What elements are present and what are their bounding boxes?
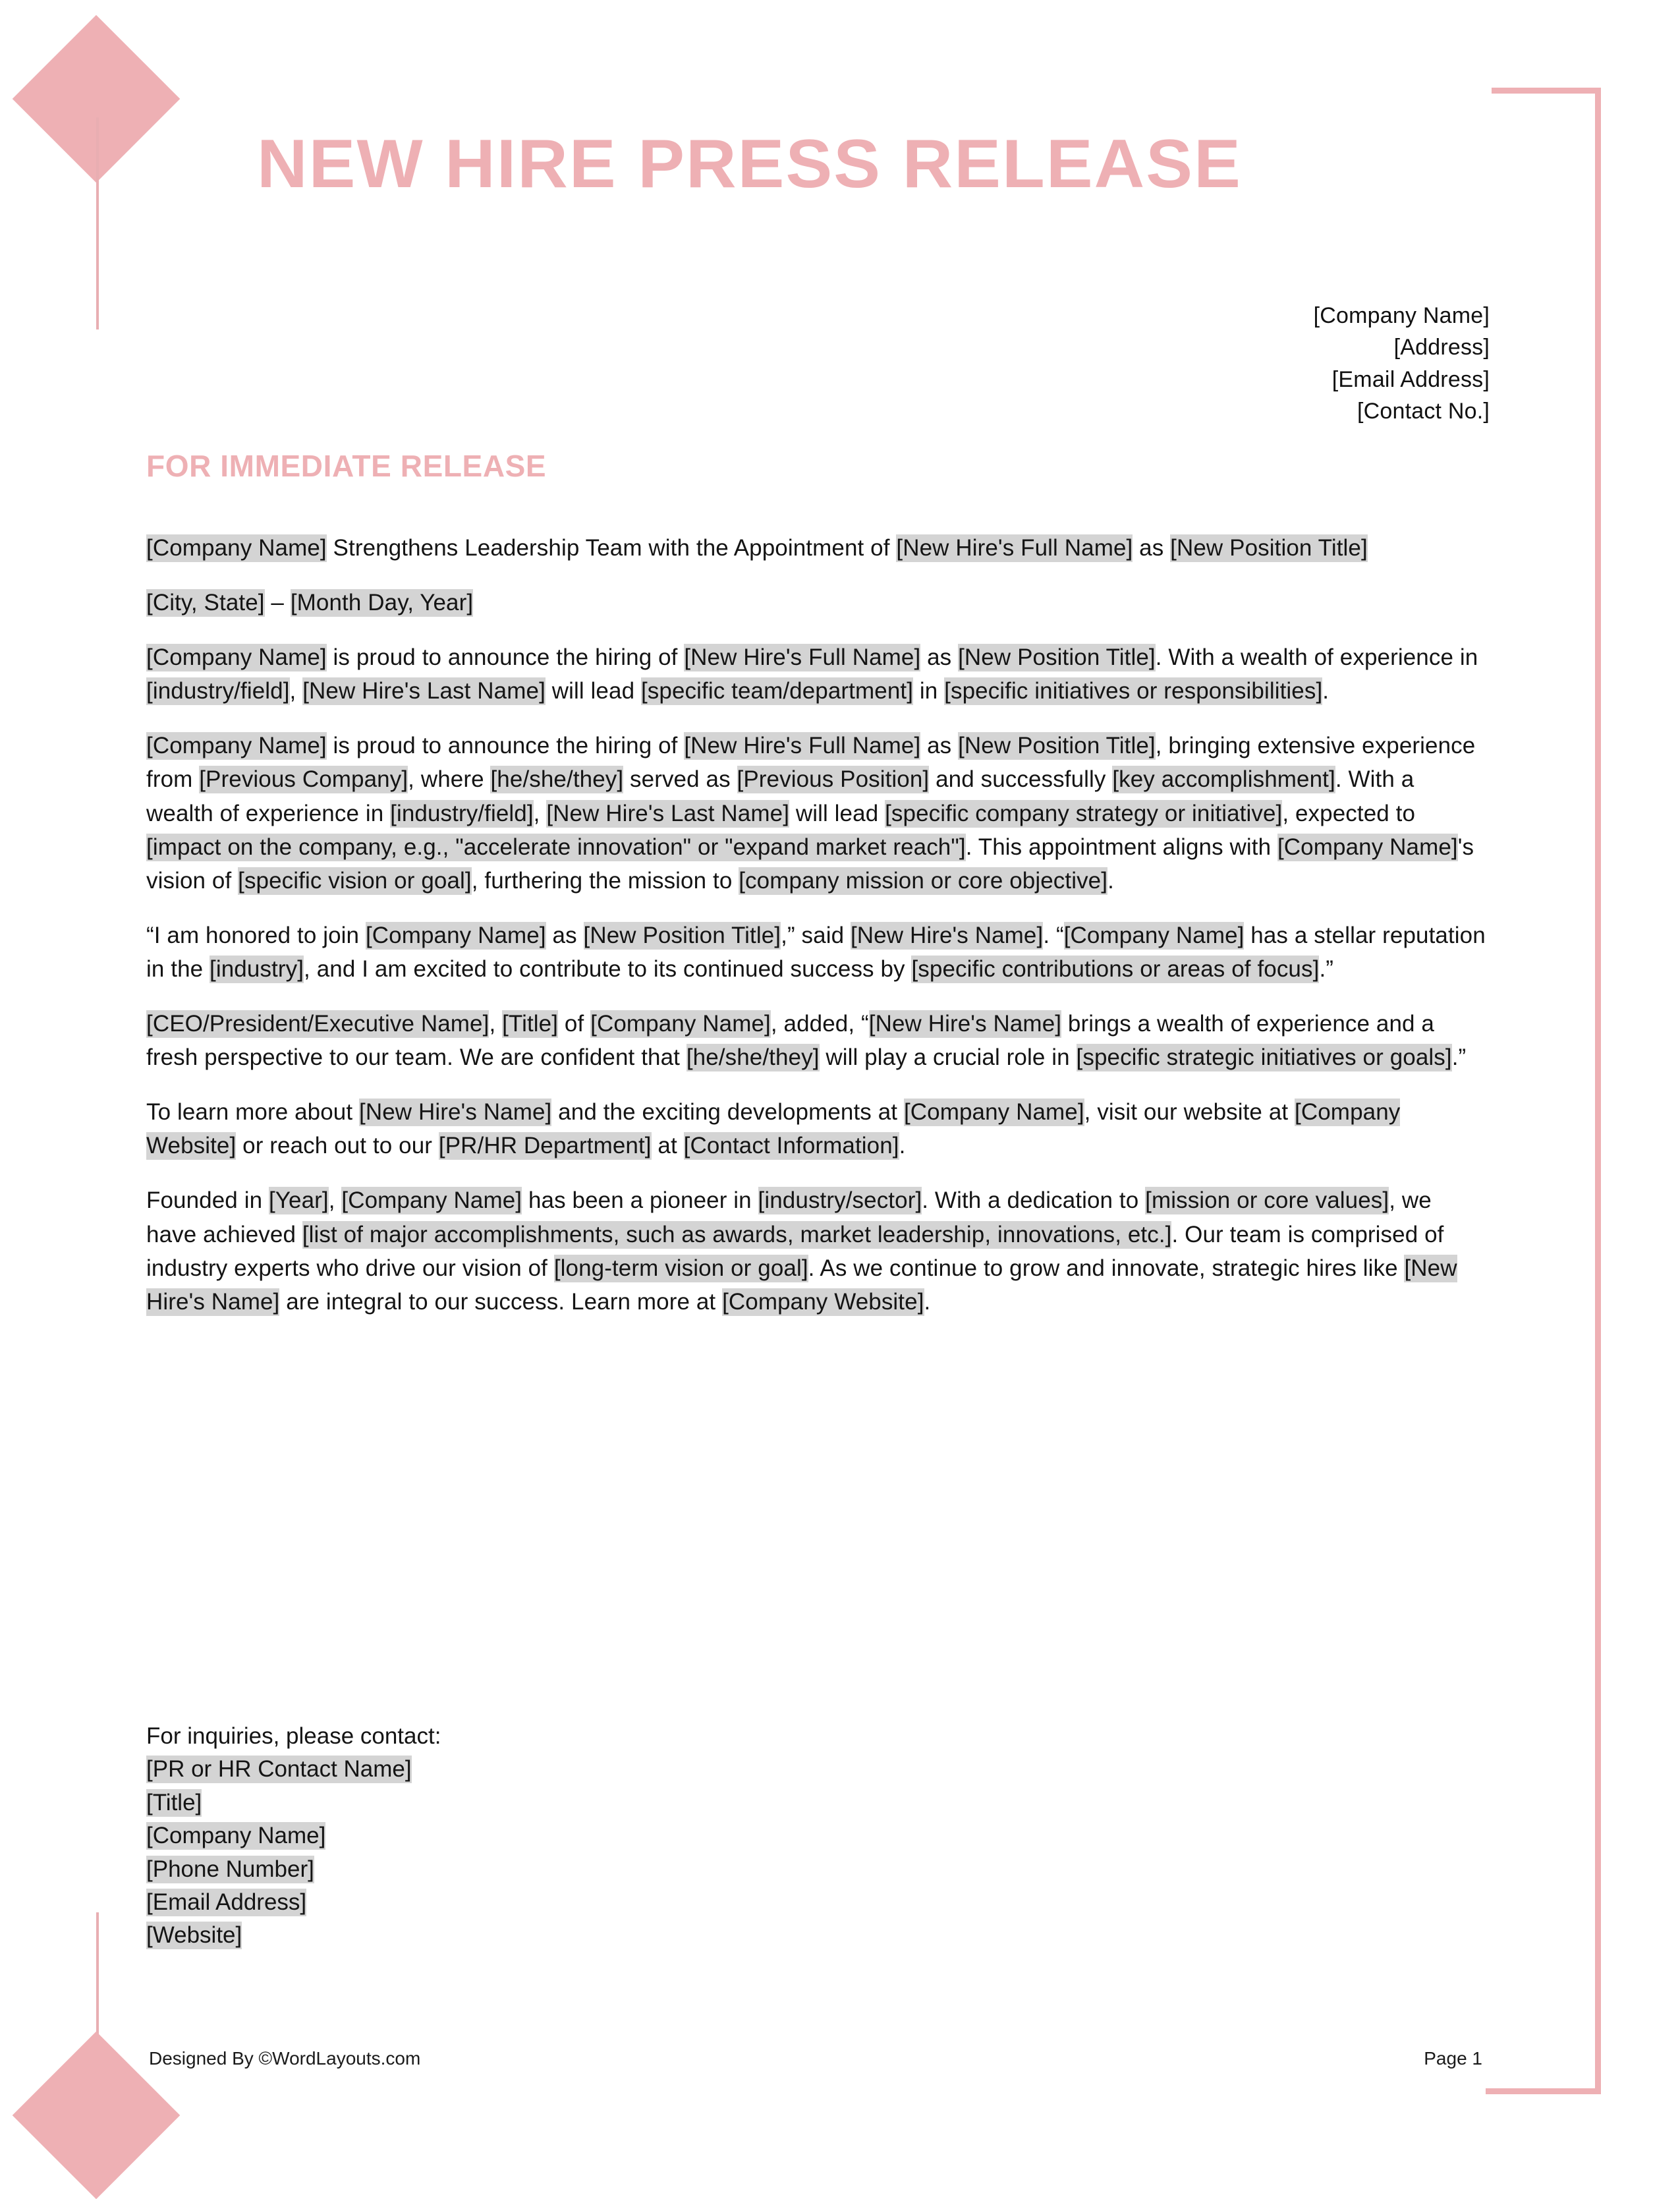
static-text: at [651,1133,684,1159]
static-text: . With a wealth of experience in [146,766,1414,826]
headline-paragraph [146,531,1486,565]
placeholder-field: [New Position Title] [1170,535,1368,561]
static-text: , [289,678,303,704]
static-text: has a stellar reputation in the [146,922,1486,982]
static-text: as [920,644,959,671]
static-text: are integral to our success. Learn more at [279,1288,723,1315]
static-text: Founded in [146,1187,269,1214]
for-immediate-release-heading: FOR IMMEDIATE RELEASE [146,449,547,483]
static-text: will play a crucial role in [819,1044,1077,1071]
placeholder-field: [industry/field] [390,800,534,826]
placeholder-field: [New Hire's Last Name] [302,678,546,704]
placeholder-field: [New Hire's Name] [359,1099,552,1126]
contact-value: [Phone Number] [146,1856,314,1882]
placeholder-field: [impact on the company, e.g., "accelerate innovation" or "expand market reach"] [146,834,966,860]
contact-line [146,1786,441,1819]
placeholder-field: [Company Name] [1277,834,1458,860]
static-text: is proud to announce the hiring of [326,644,685,671]
static-text: ,” said [781,922,851,948]
placeholder-field: [New Hire's Last Name] [546,800,790,826]
static-text: has been a pioneer in [522,1187,758,1214]
static-text: and successfully [929,766,1113,793]
placeholder-field: [Company Name] [341,1187,522,1214]
static-text: will lead [545,678,641,704]
placeholder-field: [industry/sector] [758,1187,922,1214]
static-text: served as [623,766,737,793]
contact-value: [Website] [146,1922,242,1949]
page-title: NEW HIRE PRESS RELEASE [257,126,1242,202]
new-hire-quote-paragraph [146,919,1486,986]
placeholder-field: [specific team/department] [640,678,914,704]
placeholder-field: [key accomplishment] [1112,766,1335,793]
static-text: , where [408,766,491,793]
placeholder-field: [New Hire's Full Name] [684,733,921,759]
placeholder-field: [he/she/they] [490,766,624,793]
static-text: . [1107,867,1114,894]
company-address-line: [Email Address] [1331,366,1490,392]
placeholder-field: [New Position Title] [958,644,1156,671]
placeholder-field: [long-term vision or goal] [553,1255,808,1281]
static-text: , expected to [1282,800,1416,826]
placeholder-field: [Company Name] [146,535,327,561]
static-text: as [920,733,959,759]
placeholder-field: [Previous Position] [737,766,930,793]
static-text: . As we continue to grow and innovate, strategic hires like [808,1255,1405,1281]
placeholder-field: [specific strategic initiatives or goals] [1076,1044,1452,1071]
placeholder-field: [Company Name] [146,644,327,671]
placeholder-field: [New Hire's Name] [868,1011,1062,1037]
company-address-line: [Company Name] [1313,303,1490,328]
footer-credit: Designed By ©WordLayouts.com [149,2048,421,2069]
placeholder-field: [Month Day, Year] [290,590,474,616]
placeholder-field: [industry/field] [146,678,290,704]
static-text: . “ [1043,922,1064,948]
static-text: .” [1451,1044,1467,1071]
static-text: in [913,678,945,704]
placeholder-field: [specific company strategy or initiative] [885,800,1283,826]
executive-quote-paragraph [146,1007,1486,1074]
inquiries-contact-block [146,1720,441,1953]
document-body [146,531,1486,1340]
placeholder-field: [list of major accomplishments, such as awards, market leadership, innovations, etc.] [302,1221,1172,1247]
placeholder-field: [Company Name] [365,922,546,948]
contact-line [146,1819,441,1852]
static-text: of [558,1011,591,1037]
footer-page-number: Page 1 [1424,2048,1482,2069]
contact-line [146,1753,441,1786]
static-text: “I am honored to join [146,922,366,948]
static-text: , added, “ [770,1011,869,1037]
static-text: . With a wealth of experience in [1155,644,1478,671]
placeholder-field: [New Position Title] [583,922,781,948]
static-text: .” [1319,956,1334,982]
static-text: as [1133,535,1171,561]
background-paragraph [146,729,1486,897]
contact-value: [Email Address] [146,1889,307,1915]
placeholder-field: [Year] [268,1187,329,1214]
placeholder-field: [New Hire's Full Name] [896,535,1133,561]
static-text: . [924,1288,931,1315]
static-text: . With a dedication to [922,1187,1146,1214]
placeholder-field: [industry] [210,956,304,982]
static-text: , we have achieved [146,1187,1432,1247]
boilerplate-paragraph [146,1184,1486,1318]
static-text: , [533,800,547,826]
placeholder-field: [mission or core values] [1145,1187,1389,1214]
static-text: , furthering the mission to [471,867,739,894]
static-text: Strengthens Leadership Team with the Appointment of [326,535,897,561]
placeholder-field: [Company Name] [590,1011,771,1037]
static-text: To learn more about [146,1099,360,1126]
static-text: brings a wealth of experience and a fresh perspective to our team. We are confident that [146,1011,1435,1071]
border-line-right [1595,88,1601,2094]
placeholder-field: [Contact Information] [683,1133,899,1159]
static-text: . Our team is comprised of industry experts who drive our vision of [146,1221,1444,1281]
static-text: – [264,590,291,616]
static-text: or reach out to our [236,1133,439,1159]
static-text: , bringing extensive experience from [146,733,1476,793]
placeholder-field: [CEO/President/Executive Name] [146,1011,490,1037]
static-text: . [1322,678,1330,704]
static-text: and the exciting developments at [551,1099,904,1126]
company-address-line: [Contact No.] [1357,398,1490,424]
static-text: . This appointment aligns with [965,834,1277,860]
placeholder-field: [Company Website] [722,1288,924,1315]
static-text: . [899,1133,906,1159]
static-text: 's vision of [146,834,1474,894]
static-text: , [489,1011,503,1037]
placeholder-field: [he/she/they] [686,1044,820,1071]
placeholder-field: [New Hire's Name] [146,1255,1457,1315]
contact-intro: For inquiries, please contact: [146,1723,441,1749]
placeholder-field: [Company Name] [1063,922,1245,948]
static-text: is proud to announce the hiring of [326,733,685,759]
contact-line [146,1886,441,1919]
company-address-block [1314,300,1490,427]
placeholder-field: [City, State] [146,590,265,616]
static-text: , visit our website at [1084,1099,1295,1126]
learn-more-paragraph [146,1095,1486,1162]
static-text: as [546,922,584,948]
placeholder-field: [Company Website] [146,1099,1401,1159]
static-text: , [328,1187,342,1214]
placeholder-field: [Company Name] [146,733,327,759]
intro-paragraph [146,641,1486,708]
placeholder-field: [specific vision or goal] [238,867,472,894]
contact-value: [Company Name] [146,1823,326,1849]
left-stem-line-top [96,117,99,329]
placeholder-field: [New Position Title] [958,733,1156,759]
company-address-line: [Address] [1393,335,1490,360]
placeholder-field: [New Hire's Full Name] [684,644,921,671]
contact-value: [Title] [146,1789,202,1815]
placeholder-field: [PR/HR Department] [438,1133,652,1159]
border-line-bottom [1486,2088,1601,2094]
static-text: , and I am excited to contribute to its continued success by [304,956,912,982]
placeholder-field: [specific initiatives or responsibilities] [944,678,1323,704]
placeholder-field: [Company Name] [903,1099,1084,1126]
static-text: will lead [789,800,885,826]
placeholder-field: [company mission or core objective] [739,867,1108,894]
contact-line [146,1853,441,1886]
border-line-top [1492,88,1601,94]
contact-line [146,1919,441,1952]
placeholder-field: [New Hire's Name] [850,922,1044,948]
placeholder-field: [specific contributions or areas of focus] [911,956,1320,982]
dateline-paragraph [146,586,1486,619]
placeholder-field: [Title] [502,1011,559,1037]
contact-value: [PR or HR Contact Name] [146,1756,412,1783]
placeholder-field: [Previous Company] [199,766,408,793]
